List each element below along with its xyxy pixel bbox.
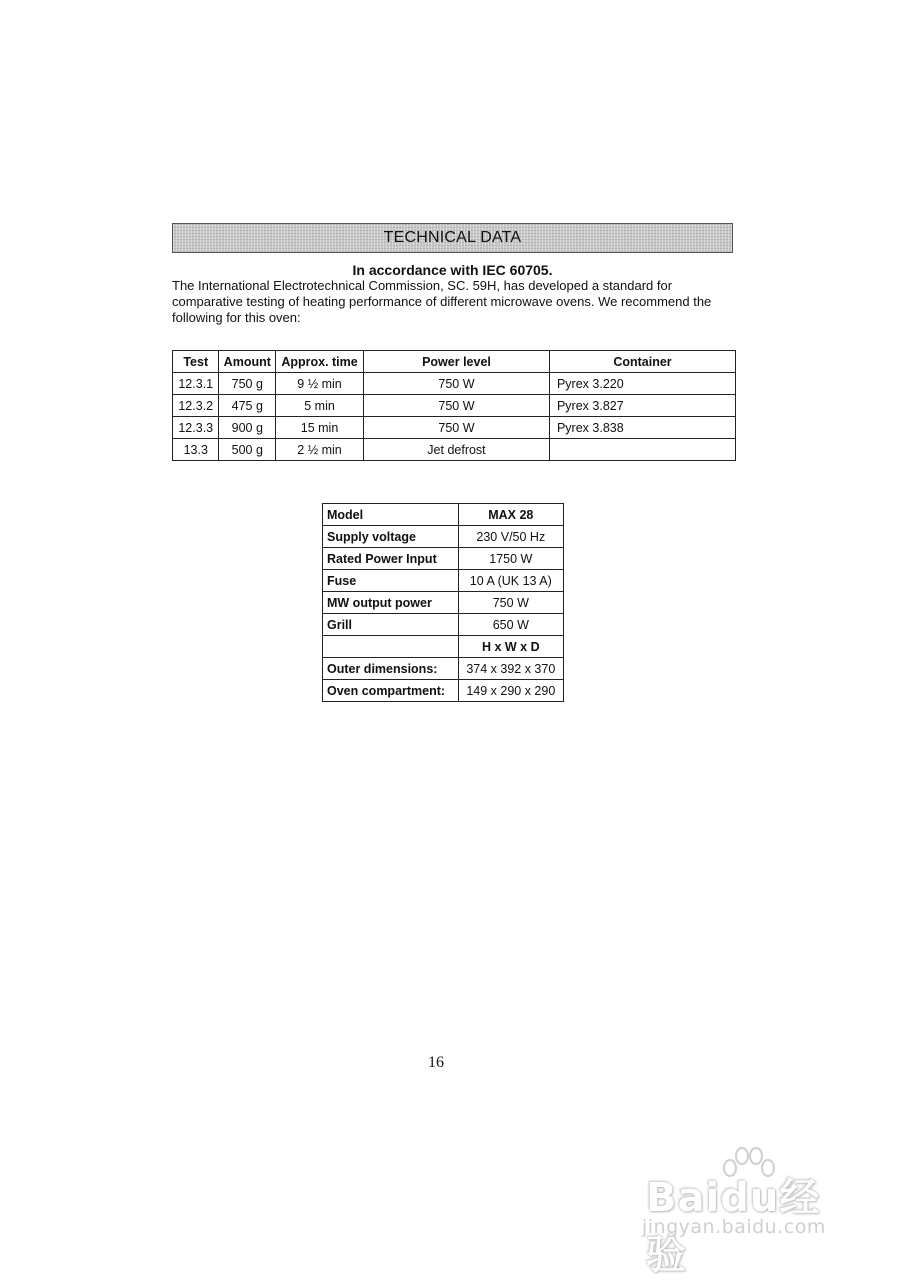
table-row <box>173 395 736 417</box>
table-cell: 12.3.1 <box>173 373 219 395</box>
spec-value: 149 x 290 x 290 <box>458 680 563 702</box>
watermark-url: jingyan.baidu.com <box>642 1216 826 1238</box>
header-container: Container <box>549 351 735 373</box>
table-cell: 12.3.2 <box>173 395 219 417</box>
spec-value: 750 W <box>458 592 563 614</box>
spec-value: 230 V/50 Hz <box>458 526 563 548</box>
spec-row <box>323 592 564 614</box>
header-amount: Amount <box>219 351 276 373</box>
test-table <box>172 350 736 461</box>
table-cell: 475 g <box>219 395 276 417</box>
table-cell: 750 W <box>364 395 550 417</box>
table-cell: 9 ½ min <box>276 373 364 395</box>
spec-label <box>323 636 459 658</box>
section-title-banner <box>172 223 733 253</box>
intro-paragraph: The International Electrotechnical Commission, SC. 59H, has developed a standard for comparative testing of heating performance of different microwave ovens. We recommend the following for this oven: <box>172 278 712 325</box>
spec-row-model <box>323 504 564 526</box>
section-title: TECHNICAL DATA <box>383 229 522 246</box>
table-cell: Jet defrost <box>364 439 550 461</box>
header-power-level: Power level <box>364 351 550 373</box>
spec-value: 374 x 392 x 370 <box>458 658 563 680</box>
spec-value: 10 A (UK 13 A) <box>458 570 563 592</box>
spec-label: Grill <box>323 614 459 636</box>
baidu-watermark <box>640 1148 860 1278</box>
spec-row <box>323 526 564 548</box>
table-row <box>173 417 736 439</box>
spec-value: H x W x D <box>458 636 563 658</box>
spec-label: Supply voltage <box>323 526 459 548</box>
spec-row-dimension-header <box>323 636 564 658</box>
spec-row <box>323 614 564 636</box>
table-cell: 5 min <box>276 395 364 417</box>
table-cell: 750 g <box>219 373 276 395</box>
spec-row <box>323 570 564 592</box>
table-cell: Pyrex 3.838 <box>549 417 735 439</box>
table-cell: 15 min <box>276 417 364 439</box>
table-row <box>173 439 736 461</box>
table-cell: 900 g <box>219 417 276 439</box>
table-cell: 750 W <box>364 373 550 395</box>
spec-label: Oven compartment: <box>323 680 459 702</box>
table-cell <box>549 439 735 461</box>
spec-row <box>323 548 564 570</box>
spec-label: Fuse <box>323 570 459 592</box>
page-number: 16 <box>428 1054 444 1071</box>
spec-label: Model <box>323 504 459 526</box>
spec-label: MW output power <box>323 592 459 614</box>
watermark-brand: Baidu经验 <box>646 1175 821 1278</box>
table-row <box>173 373 736 395</box>
header-test: Test <box>173 351 219 373</box>
spec-value: MAX 28 <box>458 504 563 526</box>
spec-value: 1750 W <box>458 548 563 570</box>
table-cell: 2 ½ min <box>276 439 364 461</box>
spec-row <box>323 658 564 680</box>
header-approx-time: Approx. time <box>276 351 364 373</box>
standard-subtitle: In accordance with IEC 60705. <box>352 262 553 278</box>
table-cell: 12.3.3 <box>173 417 219 439</box>
spec-row <box>323 680 564 702</box>
spec-label: Rated Power Input <box>323 548 459 570</box>
table-cell: 750 W <box>364 417 550 439</box>
table-cell: Pyrex 3.220 <box>549 373 735 395</box>
table-cell: Pyrex 3.827 <box>549 395 735 417</box>
spec-table <box>322 503 564 702</box>
spec-label: Outer dimensions: <box>323 658 459 680</box>
table-cell: 13.3 <box>173 439 219 461</box>
spec-value: 650 W <box>458 614 563 636</box>
test-table-header <box>173 351 736 373</box>
table-cell: 500 g <box>219 439 276 461</box>
